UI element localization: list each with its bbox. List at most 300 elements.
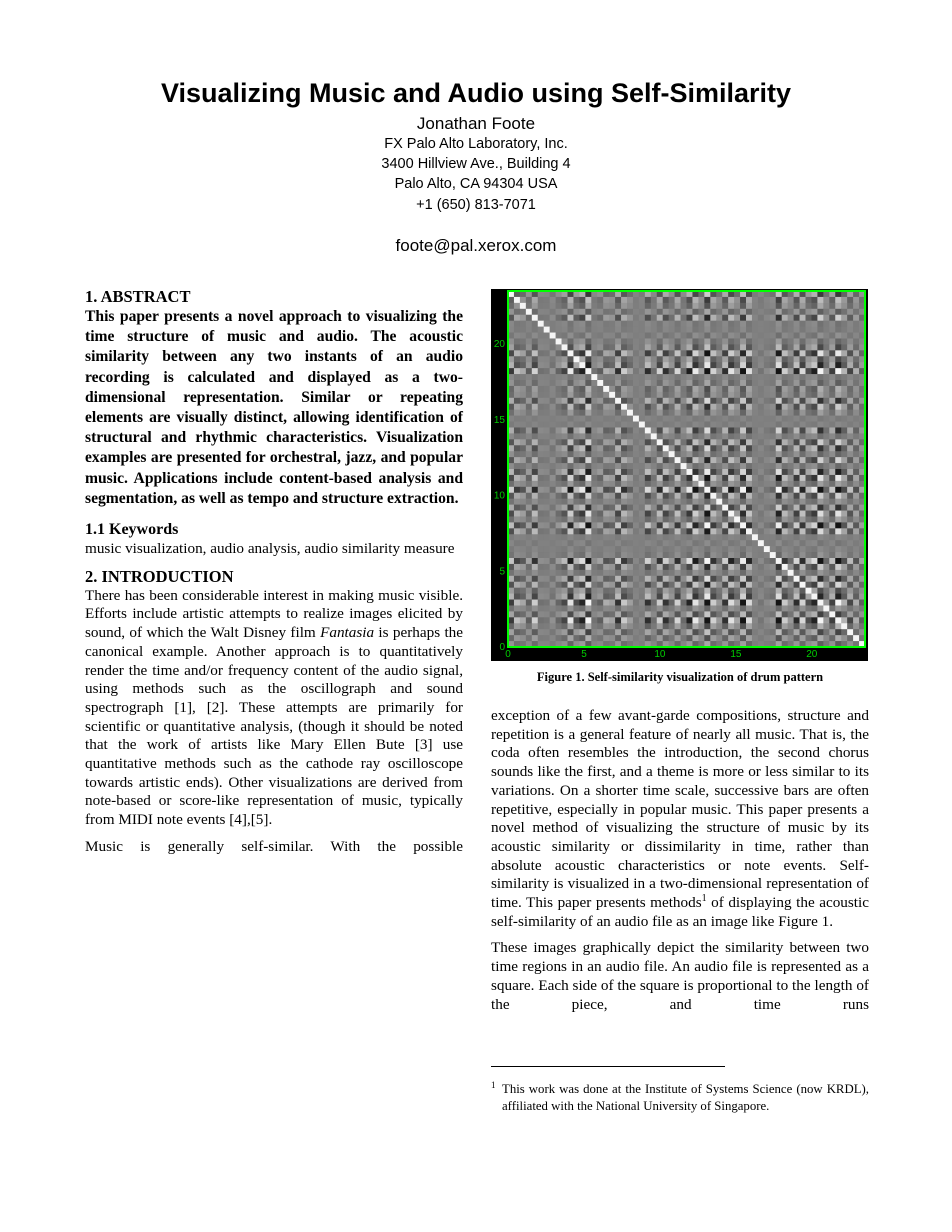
matrix-cell <box>740 398 746 404</box>
matrix-cell <box>597 528 603 534</box>
matrix-cell <box>621 617 627 623</box>
matrix-cell <box>788 505 794 511</box>
matrix-cell <box>609 540 615 546</box>
matrix-cell <box>794 392 800 398</box>
matrix-cell <box>591 617 597 623</box>
matrix-cell <box>615 416 621 422</box>
matrix-cell <box>823 629 829 635</box>
matrix-cell <box>621 493 627 499</box>
matrix-cell <box>526 433 532 439</box>
matrix-cell <box>817 552 823 558</box>
matrix-cell <box>841 582 847 588</box>
matrix-cell <box>550 540 556 546</box>
matrix-cell <box>806 356 812 362</box>
matrix-cell <box>811 511 817 517</box>
matrix-cell <box>710 605 716 611</box>
matrix-cell <box>556 451 562 457</box>
matrix-cell <box>788 552 794 558</box>
matrix-cell <box>651 522 657 528</box>
x-tick-label: 10 <box>654 649 666 660</box>
matrix-cell <box>698 629 704 635</box>
matrix-cell <box>585 427 591 433</box>
matrix-cell <box>716 635 722 641</box>
matrix-cell <box>806 445 812 451</box>
matrix-cell <box>520 368 526 374</box>
matrix-cell <box>568 552 574 558</box>
matrix-cell <box>514 576 520 582</box>
similarity-matrix <box>508 291 865 647</box>
matrix-cell <box>746 315 752 321</box>
matrix-cell <box>651 463 657 469</box>
matrix-cell <box>847 594 853 600</box>
matrix-cell <box>526 540 532 546</box>
matrix-cell <box>817 611 823 617</box>
matrix-cell <box>615 582 621 588</box>
matrix-cell <box>829 623 835 629</box>
matrix-cell <box>853 558 859 564</box>
matrix-cell <box>609 576 615 582</box>
matrix-cell <box>621 528 627 534</box>
matrix-cell <box>603 516 609 522</box>
matrix-cell <box>657 350 663 356</box>
matrix-cell <box>585 451 591 457</box>
matrix-cell <box>669 368 675 374</box>
matrix-cell <box>782 404 788 410</box>
matrix-cell <box>764 528 770 534</box>
footnote-reference: 1 <box>701 892 707 904</box>
matrix-cell <box>788 629 794 635</box>
matrix-cell <box>603 493 609 499</box>
matrix-cell <box>669 297 675 303</box>
matrix-cell <box>597 564 603 570</box>
matrix-cell <box>758 380 764 386</box>
matrix-cell <box>550 327 556 333</box>
x-tick-label: 0 <box>505 649 511 660</box>
matrix-cell <box>681 333 687 339</box>
matrix-cell <box>603 350 609 356</box>
matrix-cell <box>675 457 681 463</box>
matrix-cell <box>532 487 538 493</box>
matrix-cell <box>526 404 532 410</box>
matrix-cell <box>514 582 520 588</box>
matrix-cell <box>615 499 621 505</box>
matrix-cell <box>568 511 574 517</box>
matrix-cell <box>651 297 657 303</box>
matrix-cell <box>669 386 675 392</box>
matrix-cell <box>514 600 520 606</box>
matrix-cell <box>681 605 687 611</box>
matrix-cell <box>597 380 603 386</box>
matrix-cell <box>675 564 681 570</box>
matrix-cell <box>520 469 526 475</box>
matrix-cell <box>782 410 788 416</box>
matrix-cell <box>556 433 562 439</box>
matrix-cell <box>788 558 794 564</box>
matrix-cell <box>758 582 764 588</box>
matrix-cell <box>544 511 550 517</box>
matrix-cell <box>568 516 574 522</box>
matrix-cell <box>657 297 663 303</box>
matrix-cell <box>811 422 817 428</box>
matrix-cell <box>585 350 591 356</box>
matrix-cell <box>520 380 526 386</box>
matrix-cell <box>663 451 669 457</box>
matrix-cell <box>603 505 609 511</box>
matrix-cell <box>835 445 841 451</box>
matrix-cell <box>597 374 603 380</box>
matrix-cell <box>782 469 788 475</box>
matrix-cell <box>579 552 585 558</box>
left-column <box>85 287 463 857</box>
matrix-cell <box>800 333 806 339</box>
matrix-cell <box>669 445 675 451</box>
matrix-cell <box>621 481 627 487</box>
matrix-cell <box>728 321 734 327</box>
matrix-cell <box>550 463 556 469</box>
matrix-cell <box>829 350 835 356</box>
matrix-cell <box>532 594 538 600</box>
matrix-cell <box>514 422 520 428</box>
matrix-cell <box>847 475 853 481</box>
matrix-cell <box>526 344 532 350</box>
matrix-cell <box>633 362 639 368</box>
matrix-cell <box>544 505 550 511</box>
matrix-cell <box>568 416 574 422</box>
matrix-cell <box>627 374 633 380</box>
matrix-cell <box>538 404 544 410</box>
matrix-cell <box>609 594 615 600</box>
matrix-cell <box>573 611 579 617</box>
matrix-cell <box>562 410 568 416</box>
intro-paragraph-1 <box>85 587 463 830</box>
matrix-cell <box>704 410 710 416</box>
matrix-cell <box>740 315 746 321</box>
matrix-cell <box>770 439 776 445</box>
matrix-cell <box>794 297 800 303</box>
matrix-cell <box>835 522 841 528</box>
matrix-cell <box>841 617 847 623</box>
matrix-cell <box>794 516 800 522</box>
matrix-cell <box>669 338 675 344</box>
matrix-cell <box>794 564 800 570</box>
matrix-cell <box>746 594 752 600</box>
matrix-cell <box>847 629 853 635</box>
matrix-cell <box>740 333 746 339</box>
matrix-cell <box>687 534 693 540</box>
matrix-cell <box>544 576 550 582</box>
matrix-cell <box>669 439 675 445</box>
matrix-cell <box>657 505 663 511</box>
matrix-cell <box>556 505 562 511</box>
matrix-cell <box>657 570 663 576</box>
matrix-cell <box>817 617 823 623</box>
matrix-cell <box>597 350 603 356</box>
matrix-cell <box>573 499 579 505</box>
matrix-cell <box>550 617 556 623</box>
matrix-cell <box>722 338 728 344</box>
matrix-cell <box>556 511 562 517</box>
matrix-cell <box>514 493 520 499</box>
x-tick-label: 15 <box>730 649 742 660</box>
matrix-cell <box>562 427 568 433</box>
matrix-cell <box>704 499 710 505</box>
matrix-cell <box>532 552 538 558</box>
matrix-cell <box>550 469 556 475</box>
matrix-cell <box>550 451 556 457</box>
matrix-cell <box>538 505 544 511</box>
matrix-cell <box>669 398 675 404</box>
matrix-cell <box>776 623 782 629</box>
matrix-cell <box>657 451 663 457</box>
matrix-cell <box>663 594 669 600</box>
matrix-cell <box>687 303 693 309</box>
matrix-cell <box>639 582 645 588</box>
matrix-cell <box>615 594 621 600</box>
matrix-cell <box>651 327 657 333</box>
matrix-cell <box>770 404 776 410</box>
matrix-cell <box>716 410 722 416</box>
matrix-cell <box>847 481 853 487</box>
matrix-cell <box>841 475 847 481</box>
matrix-cell <box>562 386 568 392</box>
matrix-cell <box>841 303 847 309</box>
matrix-cell <box>657 309 663 315</box>
matrix-cell <box>621 600 627 606</box>
matrix-cell <box>645 481 651 487</box>
matrix-cell <box>663 445 669 451</box>
matrix-cell <box>663 469 669 475</box>
matrix-cell <box>585 333 591 339</box>
matrix-cell <box>645 588 651 594</box>
matrix-cell <box>532 321 538 327</box>
matrix-cell <box>615 309 621 315</box>
matrix-cell <box>811 416 817 422</box>
matrix-cell <box>597 457 603 463</box>
matrix-cell <box>609 338 615 344</box>
matrix-cell <box>591 422 597 428</box>
matrix-cell <box>764 582 770 588</box>
matrix-cell <box>716 404 722 410</box>
matrix-cell <box>526 570 532 576</box>
matrix-cell <box>687 410 693 416</box>
matrix-cell <box>782 481 788 487</box>
matrix-cell <box>811 635 817 641</box>
intro-p1-part-b: is perhaps the canonical example. Another approach is to quantitatively render the time and/or frequency content of the audio signal, using methods such as the oscillograph and sound spectrograph [1], [2]. These attempts are primarily for scientific or quantitative analysis, (though it should be noted that the work of artists like Mary Ellen Bute [3] use quantitative methods such as the cathode ray oscilloscope towards artistic ends). Other visualizations are derived from note-based or score-like representation of music, typically from MIDI note events [4],[5]. <box>85 624 463 829</box>
matrix-cell <box>728 493 734 499</box>
matrix-cell <box>687 297 693 303</box>
matrix-cell <box>794 600 800 606</box>
matrix-cell <box>603 582 609 588</box>
matrix-cell <box>544 416 550 422</box>
matrix-cell <box>722 344 728 350</box>
matrix-cell <box>847 558 853 564</box>
matrix-cell <box>627 511 633 517</box>
matrix-cell <box>514 475 520 481</box>
matrix-cell <box>782 635 788 641</box>
matrix-cell <box>776 398 782 404</box>
matrix-cell <box>687 398 693 404</box>
matrix-cell <box>734 552 740 558</box>
matrix-cell <box>829 564 835 570</box>
matrix-cell <box>728 445 734 451</box>
matrix-cell <box>615 457 621 463</box>
matrix-cell <box>633 433 639 439</box>
matrix-cell <box>847 528 853 534</box>
matrix-cell <box>675 546 681 552</box>
matrix-cell <box>716 475 722 481</box>
matrix-cell <box>651 422 657 428</box>
matrix-cell <box>692 404 698 410</box>
matrix-cell <box>597 321 603 327</box>
matrix-cell <box>562 398 568 404</box>
matrix-cell <box>800 528 806 534</box>
matrix-cell <box>794 416 800 422</box>
matrix-cell <box>823 475 829 481</box>
matrix-cell <box>788 540 794 546</box>
matrix-cell <box>823 522 829 528</box>
matrix-cell <box>669 540 675 546</box>
matrix-cell <box>675 594 681 600</box>
matrix-cell <box>800 469 806 475</box>
matrix-cell <box>556 487 562 493</box>
matrix-cell <box>520 528 526 534</box>
matrix-cell <box>675 463 681 469</box>
matrix-cell <box>788 528 794 534</box>
matrix-cell <box>544 368 550 374</box>
matrix-cell <box>692 374 698 380</box>
matrix-cell <box>532 505 538 511</box>
matrix-cell <box>776 469 782 475</box>
matrix-cell <box>579 338 585 344</box>
matrix-cell <box>627 333 633 339</box>
matrix-cell <box>806 374 812 380</box>
matrix-cell <box>579 362 585 368</box>
matrix-cell <box>657 546 663 552</box>
matrix-cell <box>782 576 788 582</box>
matrix-cell <box>740 309 746 315</box>
matrix-cell <box>591 327 597 333</box>
matrix-cell <box>698 582 704 588</box>
matrix-cell <box>788 522 794 528</box>
matrix-cell <box>740 534 746 540</box>
matrix-cell <box>716 481 722 487</box>
matrix-cell <box>841 380 847 386</box>
matrix-cell <box>829 487 835 493</box>
affiliation-line: Palo Alto, CA 94304 USA <box>394 176 558 192</box>
matrix-cell <box>645 564 651 570</box>
affiliation-line: FX Palo Alto Laboratory, Inc. <box>384 136 568 152</box>
matrix-cell <box>782 475 788 481</box>
matrix-cell <box>627 635 633 641</box>
matrix-cell <box>573 623 579 629</box>
matrix-cell <box>811 315 817 321</box>
matrix-cell <box>538 605 544 611</box>
matrix-cell <box>710 463 716 469</box>
matrix-cell <box>841 534 847 540</box>
matrix-cell <box>627 505 633 511</box>
matrix-cell <box>585 410 591 416</box>
matrix-cell <box>615 635 621 641</box>
matrix-cell <box>687 374 693 380</box>
introduction-heading: 2. INTRODUCTION <box>85 566 234 586</box>
matrix-cell <box>538 558 544 564</box>
matrix-cell <box>639 356 645 362</box>
matrix-cell <box>752 493 758 499</box>
matrix-cell <box>538 297 544 303</box>
matrix-cell <box>633 600 639 606</box>
matrix-cell <box>645 582 651 588</box>
matrix-cell <box>639 386 645 392</box>
matrix-cell <box>550 338 556 344</box>
matrix-cell <box>728 350 734 356</box>
matrix-cell <box>770 546 776 552</box>
matrix-cell <box>609 546 615 552</box>
matrix-cell <box>847 422 853 428</box>
matrix-cell <box>811 558 817 564</box>
matrix-cell <box>728 600 734 606</box>
matrix-cell <box>615 558 621 564</box>
matrix-cell <box>698 386 704 392</box>
matrix-cell <box>585 380 591 386</box>
matrix-cell <box>788 487 794 493</box>
matrix-cell <box>770 356 776 362</box>
matrix-cell <box>692 321 698 327</box>
matrix-cell <box>556 398 562 404</box>
matrix-cell <box>764 362 770 368</box>
matrix-cell <box>752 422 758 428</box>
matrix-cell <box>752 469 758 475</box>
matrix-cell <box>722 404 728 410</box>
matrix-cell <box>562 338 568 344</box>
matrix-cell <box>740 522 746 528</box>
matrix-cell <box>639 588 645 594</box>
matrix-cell <box>550 546 556 552</box>
matrix-cell <box>675 303 681 309</box>
matrix-cell <box>532 380 538 386</box>
matrix-cell <box>585 481 591 487</box>
matrix-cell <box>734 564 740 570</box>
matrix-cell <box>591 463 597 469</box>
matrix-cell <box>681 475 687 481</box>
matrix-cell <box>609 327 615 333</box>
matrix-cell <box>752 445 758 451</box>
matrix-cell <box>698 309 704 315</box>
matrix-cell <box>538 546 544 552</box>
matrix-cell <box>550 582 556 588</box>
matrix-cell <box>681 511 687 517</box>
matrix-cell <box>597 582 603 588</box>
matrix-cell <box>669 327 675 333</box>
matrix-cell <box>794 499 800 505</box>
matrix-cell <box>544 516 550 522</box>
matrix-cell <box>710 469 716 475</box>
matrix-cell <box>770 451 776 457</box>
matrix-cell <box>633 540 639 546</box>
matrix-cell <box>603 499 609 505</box>
matrix-cell <box>615 487 621 493</box>
matrix-cell <box>532 309 538 315</box>
matrix-cell <box>746 582 752 588</box>
matrix-cell <box>585 463 591 469</box>
matrix-cell <box>597 522 603 528</box>
matrix-cell <box>639 511 645 517</box>
matrix-cell <box>817 392 823 398</box>
matrix-cell <box>764 321 770 327</box>
matrix-cell <box>651 303 657 309</box>
matrix-cell <box>794 338 800 344</box>
matrix-cell <box>788 499 794 505</box>
matrix-cell <box>544 463 550 469</box>
